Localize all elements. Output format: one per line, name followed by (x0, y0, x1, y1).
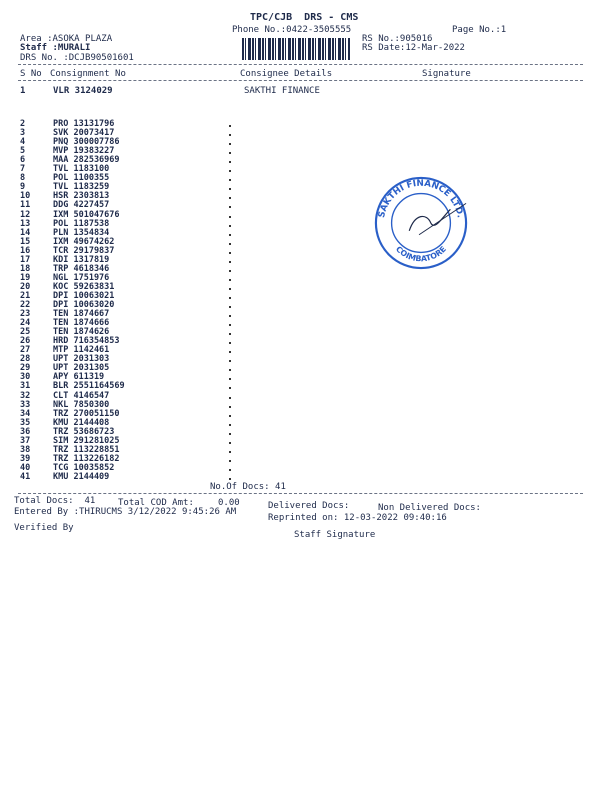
rs-date: RS Date:12-Mar-2022 (362, 43, 465, 53)
report-title: TPC/CJB DRS - CMS (250, 12, 359, 23)
company-seal-stamp (372, 174, 470, 272)
divider (18, 493, 583, 494)
rs-number: RS No.:905016 (362, 34, 433, 44)
row-sno: 38 (20, 445, 31, 455)
row-sno: 26 (20, 336, 31, 346)
row-consignment-no: TEN 1874667 (53, 309, 110, 319)
row-sno: 14 (20, 228, 31, 238)
row-consignment-no: TVL 1183100 (53, 164, 110, 174)
row-dot (229, 152, 231, 154)
row-sno: 17 (20, 255, 31, 265)
row-dot (229, 161, 231, 163)
no-of-docs: No.Of Docs: 41 (210, 482, 286, 492)
row-dot (229, 143, 231, 145)
row-sno: 13 (20, 219, 31, 229)
row-sno: 3 (20, 128, 26, 138)
row-sno: 5 (20, 146, 26, 156)
row-consignment-no: TRP 4618346 (53, 264, 110, 274)
row-sno: 27 (20, 345, 31, 355)
row-consignment-no: UPT 2031303 (53, 354, 110, 364)
divider (18, 64, 583, 65)
row-consignment-no: TRZ 270051150 (53, 409, 120, 419)
col-signature-header: Signature (422, 69, 471, 79)
row-consignment-no: PLN 1354834 (53, 228, 110, 238)
row-dot (229, 451, 231, 453)
row-dot (229, 188, 231, 190)
row-dot (229, 179, 231, 181)
row-sno: 24 (20, 318, 31, 328)
row-sno: 11 (20, 200, 31, 210)
row-dot (229, 261, 231, 263)
row-dot (229, 333, 231, 335)
row-dot (229, 478, 231, 480)
row-dot (229, 397, 231, 399)
row-sno: 28 (20, 354, 31, 364)
barcode (242, 38, 350, 60)
row-dot (229, 460, 231, 462)
row-consignment-no: KMU 2144409 (53, 472, 110, 482)
row-consignment-no: PNQ 300007786 (53, 137, 120, 147)
col-consignment-header: Consignment No (50, 69, 126, 79)
total-docs: Total Docs: 41 (14, 496, 96, 506)
row-consignment-no: KMU 2144408 (53, 418, 110, 428)
row-consignment-no: TCG 10035852 (53, 463, 115, 473)
row-dot (229, 252, 231, 254)
row-sno: 37 (20, 436, 31, 446)
row-sno: 23 (20, 309, 31, 319)
row-sno: 34 (20, 409, 31, 419)
row-consignment-no: CLT 4146547 (53, 391, 110, 401)
divider (18, 80, 583, 81)
col-consignee-header: Consignee Details (240, 69, 333, 79)
row-consignment-no: IXM 49674262 (53, 237, 115, 247)
delivered-docs: Delivered Docs: (268, 501, 350, 511)
row-sno: 35 (20, 418, 31, 428)
row-sno: 25 (20, 327, 31, 337)
row-sno: 9 (20, 182, 26, 192)
area: Area :ASOKA PLAZA (20, 34, 113, 44)
row-consignment-no: TRZ 113228851 (53, 445, 120, 455)
stamp-top-text: SAKTHI FINANCE LTD. (377, 178, 465, 219)
row-dot (229, 415, 231, 417)
row-dot (229, 297, 231, 299)
cod-amount: 0.00 (218, 498, 240, 508)
row-dot (229, 125, 231, 127)
row-dot (229, 469, 231, 471)
total-cod-label: Total COD Amt: (118, 498, 194, 508)
row-sno: 21 (20, 291, 31, 301)
row-dot (229, 279, 231, 281)
row-consignment-no: DDG 4227457 (53, 200, 110, 210)
row-sno: 2 (20, 119, 26, 129)
row-consignment-no: POL 1100355 (53, 173, 110, 183)
row-sno: 32 (20, 391, 31, 401)
row-dot (229, 206, 231, 208)
row-consignment-no: APY 611319 (53, 372, 105, 382)
row-consignment-no: POL 1187538 (53, 219, 110, 229)
non-delivered-docs: Non Delivered Docs: (378, 503, 481, 513)
row-consignment-no: KOC 59263831 (53, 282, 115, 292)
row-sno: 15 (20, 237, 31, 247)
row-dot (229, 170, 231, 172)
stamp-bottom-text: COIMBATORE (394, 244, 448, 264)
row-consignment-no: MAA 282536969 (53, 155, 120, 165)
row-consignment-no: PRO 13131796 (53, 119, 115, 129)
row-consignment-no: NGL 1751976 (53, 273, 110, 283)
row-sno: 33 (20, 400, 31, 410)
page-number: Page No.:1 (452, 25, 507, 35)
row-sno: 12 (20, 210, 31, 220)
first-row-sno: 1 (20, 86, 26, 96)
row-consignment-no: NKL 7850300 (53, 400, 110, 410)
row-consignment-no: TCR 29179837 (53, 246, 115, 256)
row-sno: 40 (20, 463, 31, 473)
reprinted-on: Reprinted on: 12-03-2022 09:40:16 (268, 513, 447, 523)
col-sno-header: S No (20, 69, 42, 79)
row-dot (229, 288, 231, 290)
row-dot (229, 306, 231, 308)
row-sno: 30 (20, 372, 31, 382)
row-dot (229, 424, 231, 426)
row-sno: 31 (20, 381, 31, 391)
row-consignment-no: UPT 2031305 (53, 363, 110, 373)
row-sno: 18 (20, 264, 31, 274)
row-consignment-no: DPI 10063021 (53, 291, 115, 301)
staff-signature: Staff Signature (294, 530, 376, 540)
row-sno: 8 (20, 173, 26, 183)
row-dot (229, 406, 231, 408)
row-dot (229, 369, 231, 371)
first-row-consignment: VLR 3124029 (53, 86, 113, 96)
row-consignment-no: MVP 19383227 (53, 146, 115, 156)
row-dot (229, 387, 231, 389)
row-dot (229, 378, 231, 380)
row-dot (229, 351, 231, 353)
row-consignment-no: SVK 20073417 (53, 128, 115, 138)
row-consignment-no: HSR 2303813 (53, 191, 110, 201)
row-consignment-no: DPI 10063020 (53, 300, 115, 310)
row-consignment-no: SIM 291281025 (53, 436, 120, 446)
row-dot (229, 315, 231, 317)
row-sno: 39 (20, 454, 31, 464)
row-consignment-no: TRZ 53686723 (53, 427, 115, 437)
row-sno: 22 (20, 300, 31, 310)
row-consignment-no: HRD 716354853 (53, 336, 120, 346)
verified-by: Verified By (14, 523, 74, 533)
row-dot (229, 216, 231, 218)
row-sno: 41 (20, 472, 31, 482)
row-consignment-no: IXM 501047676 (53, 210, 120, 220)
row-dot (229, 360, 231, 362)
row-sno: 16 (20, 246, 31, 256)
row-consignment-no: TEN 1874626 (53, 327, 110, 337)
row-dot (229, 197, 231, 199)
row-dot (229, 225, 231, 227)
staff: Staff :MURALI (20, 43, 91, 53)
row-consignment-no: TEN 1874666 (53, 318, 110, 328)
drs-number: DRS No. :DCJB90501601 (20, 53, 134, 63)
row-dot (229, 134, 231, 136)
row-dot (229, 442, 231, 444)
row-sno: 6 (20, 155, 26, 165)
row-dot (229, 342, 231, 344)
first-row-consignee: SAKTHI FINANCE (244, 86, 320, 96)
row-sno: 10 (20, 191, 31, 201)
row-consignment-no: TRZ 113226182 (53, 454, 120, 464)
row-sno: 19 (20, 273, 31, 283)
row-sno: 29 (20, 363, 31, 373)
entered-by: Entered By :THIRUCMS 3/12/2022 9:45:26 AM (14, 507, 237, 517)
row-dot (229, 433, 231, 435)
row-consignment-no: KDI 1317819 (53, 255, 110, 265)
row-sno: 4 (20, 137, 26, 147)
row-consignment-no: TVL 1183259 (53, 182, 110, 192)
row-sno: 7 (20, 164, 26, 174)
row-consignment-no: BLR 2551164569 (53, 381, 125, 391)
row-consignment-no: MTP 1142461 (53, 345, 110, 355)
row-dot (229, 270, 231, 272)
row-sno: 20 (20, 282, 31, 292)
row-sno: 36 (20, 427, 31, 437)
svg-text:COIMBATORE (394, 244, 448, 263)
row-dot (229, 234, 231, 236)
phone-number: Phone No.:0422-3505555 (232, 25, 352, 35)
row-dot (229, 324, 231, 326)
row-dot (229, 243, 231, 245)
